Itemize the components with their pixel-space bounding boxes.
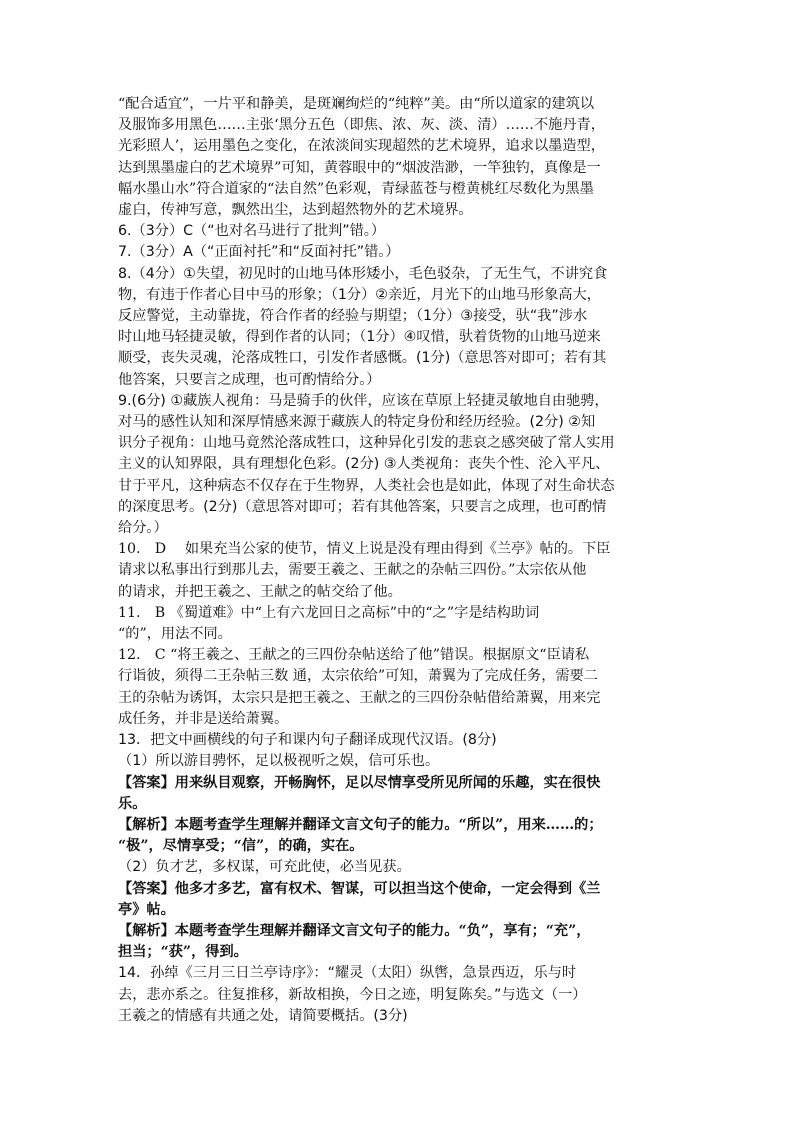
text-line-l11: 反应警觉，主动靠拢，符合作者的经验与期望；（1分）③接受，驮“我”涉水 [118, 308, 588, 325]
text-line-l37: （2）负才艺，多权谋，可充此使，必当见获。 [118, 859, 411, 876]
text-line-l26: “的”，用法不同。 [118, 626, 232, 643]
answer-key-page [118, 94, 688, 1027]
text-line-l39: 亭》帖。 [118, 901, 175, 918]
text-line-l41: 担当；“获”，得到。 [118, 944, 248, 961]
text-line-l09: 8.（4分）①失望，初见时的山地马体形矮小，毛色驳杂，了无生气，不讲究食 [118, 265, 608, 282]
text-line-l30: 成任务，并非是送给萧翼。 [118, 710, 289, 727]
text-line-l22: 10. D 如果充当公家的使节，情义上说是没有理由得到《兰亭》帖的。下臣 [118, 541, 611, 558]
text-line-l07: 6.（3分）C（“也对名马进行了批判”错。） [118, 223, 386, 240]
text-line-l31: 13．把文中画横线的句子和课内句子翻译成现代汉语。(8分) [118, 732, 497, 749]
text-line-l08: 7.（3分）A（“正面衬托”和“反面衬托”错。） [118, 244, 400, 261]
text-line-l17: 识分子视角：山地马竟然沦落成牲口，这种异化引发的悲哀之感突破了常人实用 [118, 435, 615, 452]
text-line-l38: 【答案】他多才多艺，富有权术、智谋，可以担当这个使命，一定会得到《兰 [118, 880, 601, 897]
text-line-l02: 及服饰多用黑色……主张‘黑分五色（即焦、浓、灰、淡、清）……不施丹青， [118, 117, 605, 134]
text-line-l05: 幅水墨山水”符合道家的“法自然”色彩观，青绿蓝苍与橙黄桃红尽数化为黑墨 [118, 180, 594, 197]
text-line-l29: 王的杂帖为诱饵，太宗只是把王羲之、王献之的三四份杂帖借给萧翼，用来完 [118, 689, 601, 706]
text-line-l13: 顺受，丧失灵魂，沦落成牲口，引发作者感慨。(1分)（意思答对即可；若有其 [118, 350, 607, 367]
text-line-l24: 的请求，并把王羲之、王献之的帖交给了他。 [118, 583, 402, 600]
text-line-l32: （1）所以游目骋怀，足以极视听之娱，信可乐也。 [118, 753, 440, 770]
text-line-l20: 的深度思考。(2分)（意思答对即可；若有其他答案，只要言之成理，也可酌情 [118, 498, 607, 515]
text-line-l28: 行诣彼，须得二王杂帖三数 通，太宗依给”可知，萧翼为了完成任务，需要二 [118, 668, 598, 685]
text-line-l42: 14．孙绰《三月三日兰亭诗序》：“耀灵（太阳）纵辔，急景西迈，乐与时 [118, 965, 577, 982]
text-line-l16: 对马的感性认知和深厚情感来源于藏族人的特定身份和经历经验。(2分) ②知 [118, 414, 596, 431]
text-line-l21: 给分。） [118, 520, 168, 537]
text-line-l18: 主义的认知界限，具有理想化色彩。(2分) ③人类视角：丧失个性、沦入平凡、 [118, 456, 610, 473]
text-line-l01: “配合适宜”，一片平和静美，是斑斓绚烂的“纯粹”美。由“所以道家的建筑以 [118, 96, 595, 112]
text-line-l03: 光彩照人’，运用墨色之变化，在浓淡间实现超然的艺术境界，追求以墨造型， [118, 138, 605, 155]
text-line-l25: 11. B 《蜀道难》中“上有六龙回日之高标”中的“之”字是结构助词 [118, 604, 540, 621]
text-line-l44: 王羲之的情感有共通之处，请简要概括。(3分) [118, 1007, 408, 1024]
text-line-l12: 时山地马轻捷灵敏，得到作者的认同；（1分）④叹惜，驮着货物的山地马逆来 [118, 329, 601, 346]
text-line-l19: 甘于平凡，这种病态不仅存在于生物界，人类社会也是如此，体现了对生命状态 [118, 477, 615, 494]
text-line-l35: 【解析】本题考查学生理解并翻译文言文句子的能力。“所以”，用来……的； [118, 816, 603, 833]
text-line-l33: 【答案】用来纵目观察，开畅胸怀，足以尽情享受所见所闻的乐趣，实在很快 [118, 774, 601, 791]
text-line-l23: 请求以私事出行到那儿去，需要王羲之、王献之的杂帖三四份。”太宗依从他 [118, 562, 587, 579]
text-line-l27: 12. C “将王羲之、王献之的三四份杂帖送给了他”错误。根据原文“臣请私 [118, 647, 590, 664]
text-line-l34: 乐。 [118, 795, 147, 812]
text-line-l10: 物，有违于作者心目中马的形象；（1分）②亲近，月光下的山地马形象高大， [118, 286, 601, 303]
text-line-l36: “极”，尽情享受；“信”，的确，实在。 [118, 838, 364, 855]
text-line-l40: 【解析】本题考查学生理解并翻译文言文句子的能力。“负”，享有；“充”， [118, 922, 591, 939]
text-line-l15: 9.(6分) ①藏族人视角：马是骑手的伙伴，应该在草原上轻捷灵敏地自由驰骋， [118, 392, 609, 409]
text-line-l04: 达到黑墨虚白的艺术境界”可知，黄蓉眼中的“烟波浩渺，一竿独钓，真像是一 [118, 159, 601, 176]
text-line-l06: 虚白，传神写意，飘然出尘，达到超然物外的艺术境界。 [118, 202, 473, 219]
text-line-l43: 去，悲亦系之。往复推移，新故相换，今日之迹，明复陈矣。”与选文（一） [118, 986, 587, 1003]
text-line-l14: 他答案，只要言之成理，也可酌情给分。） [118, 371, 381, 388]
